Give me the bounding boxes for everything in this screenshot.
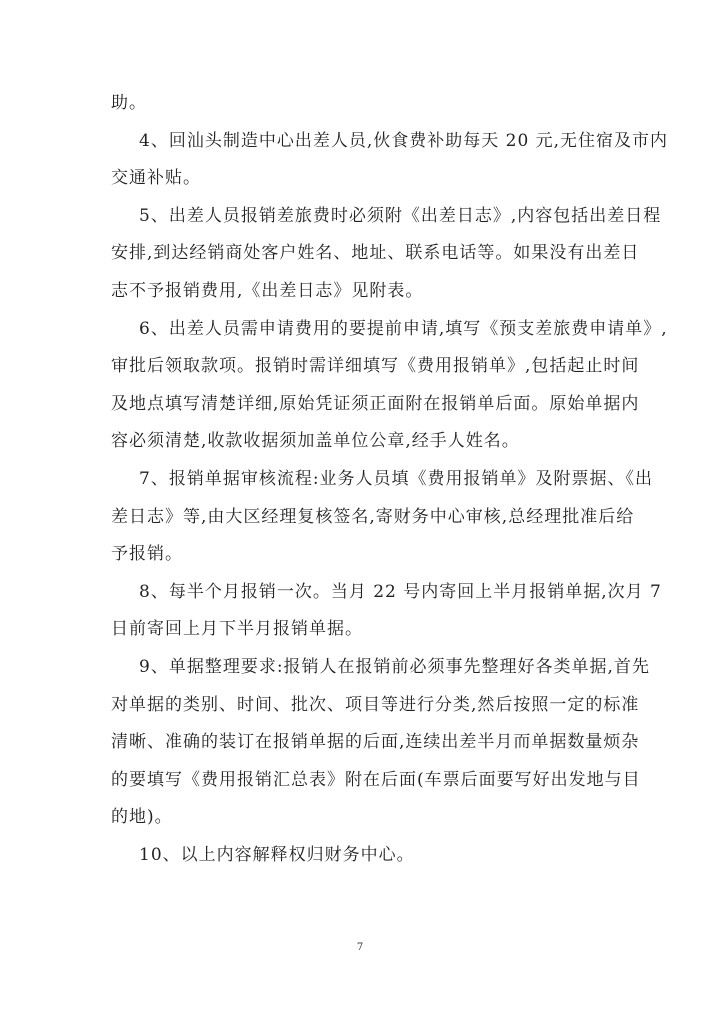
text-line: 差日志》等,由大区经理复核签名,寄财务中心审核,总经理批准后给 — [111, 506, 635, 527]
text-line: 7、报销单据审核流程:业务人员填《费用报销单》及附票据、《出 — [139, 468, 654, 489]
text-line: 助。 — [111, 93, 147, 113]
text-line: 的地)。 — [111, 807, 173, 828]
text-line: 5、出差人员报销差旅费时必须附《出差日志》,内容包括出差日程 — [139, 205, 662, 226]
text-line: 交通补贴。 — [111, 168, 201, 189]
page-number: 7 — [356, 942, 364, 953]
paragraph — [111, 649, 650, 837]
text-line: 4、回汕头制造中心出差人员,伙食费补助每天 20 元,无住宿及市内 — [139, 130, 669, 151]
paragraph — [111, 461, 654, 574]
text-line: 容必须清楚,收款收据须加盖单位公章,经手人姓名。 — [111, 431, 520, 452]
paragraph — [111, 123, 669, 198]
text-line: 的要填写《费用报销汇总表》附在后面(车票后面要写好出发地与目 — [111, 769, 641, 790]
text-line: 日前寄回上月下半月报销单据。 — [111, 619, 363, 640]
paragraph — [111, 85, 609, 123]
paragraph — [111, 198, 662, 311]
paragraph — [111, 837, 609, 875]
text-line: 审批后领取款项。报销时需详细填写《费用报销单》,包括起止时间 — [111, 356, 640, 377]
text-line: 志不予报销费用,《出差日志》见附表。 — [111, 280, 424, 301]
text-line: 对单据的类别、时间、批次、项目等进行分类,然后按照一定的标准 — [111, 694, 640, 715]
text-line: 清晰、准确的装订在报销单据的后面,连续出差半月而单据数量烦杂 — [111, 732, 640, 753]
text-line: 6、出差人员需申请费用的要提前申请,填写《预支差旅费申请单》, — [139, 318, 668, 339]
text-line: 予报销。 — [111, 544, 183, 565]
document-body — [111, 85, 669, 874]
paragraph — [111, 311, 668, 461]
text-line: 及地点填写清楚详细,原始凭证须正面附在报销单后面。原始单据内 — [111, 393, 640, 414]
text-line: 10、以上内容解释权归财务中心。 — [139, 844, 415, 865]
paragraph — [111, 574, 662, 649]
text-line: 9、单据整理要求:报销人在报销前必须事先整理好各类单据,首先 — [139, 656, 650, 677]
text-line: 8、每半个月报销一次。当月 22 号内寄回上半月报销单据,次月 7 — [139, 581, 662, 602]
text-line: 安排,到达经销商处客户姓名、地址、联系电话等。如果没有出差日 — [111, 243, 640, 264]
